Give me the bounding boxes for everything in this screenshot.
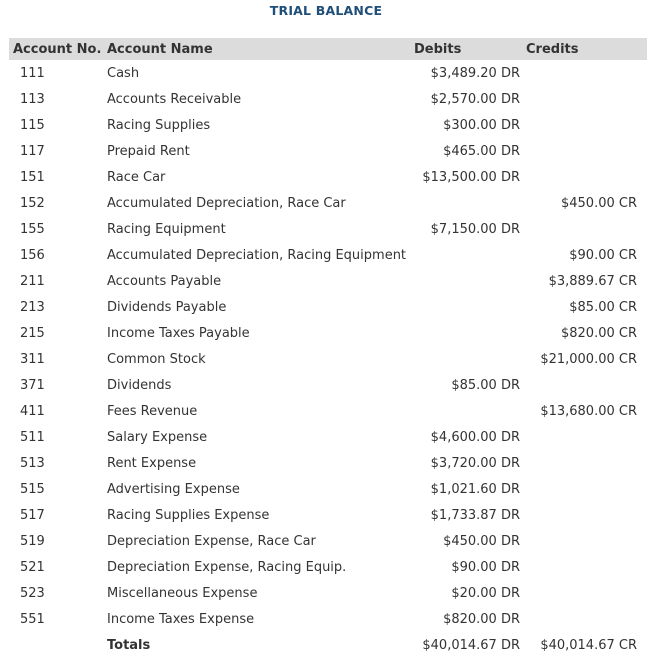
table-row: [9, 138, 647, 164]
debit-cell: [414, 268, 526, 294]
credit-cell: $820.00 CR: [560, 325, 637, 341]
account-no-cell: 156: [20, 247, 45, 263]
account-name-cell: Depreciation Expense, Race Car: [107, 533, 316, 549]
account-name-cell: Dividends: [107, 377, 172, 393]
account-no-cell: 213: [20, 299, 45, 315]
credit-cell: [526, 606, 647, 632]
account-name-cell: Income Taxes Payable: [107, 325, 250, 341]
credit-cell: [526, 528, 647, 554]
account-name-cell: Accounts Receivable: [107, 91, 242, 107]
totals-account-no: [9, 632, 107, 658]
table-row: [9, 398, 647, 424]
debit-cell: [414, 242, 526, 268]
debit-cell: $3,720.00 DR: [430, 455, 520, 471]
account-name-cell: Depreciation Expense, Racing Equip.: [107, 559, 347, 575]
account-no-cell: 311: [20, 351, 45, 367]
table-row: [9, 450, 647, 476]
table-row: [9, 320, 647, 346]
table-row: [9, 580, 647, 606]
credit-cell: $85.00 CR: [569, 299, 637, 315]
account-no-cell: 523: [20, 585, 45, 601]
debit-cell: $2,570.00 DR: [430, 91, 520, 107]
account-no-cell: 113: [20, 91, 45, 107]
table-row: [9, 294, 647, 320]
debit-cell: $450.00 DR: [443, 533, 520, 549]
account-name-cell: Rent Expense: [107, 455, 197, 471]
debit-cell: [414, 320, 526, 346]
debit-cell: $20.00 DR: [451, 585, 520, 601]
credit-cell: $3,889.67 CR: [548, 273, 637, 289]
account-no-cell: 519: [20, 533, 45, 549]
account-name-cell: Income Taxes Expense: [107, 611, 255, 627]
table-row: [9, 476, 647, 502]
credit-cell: [526, 86, 647, 112]
account-no-cell: 511: [20, 429, 45, 445]
account-no-cell: 515: [20, 481, 45, 497]
table-row: [9, 164, 647, 190]
account-no-cell: 551: [20, 611, 45, 627]
account-name-cell: Cash: [107, 65, 140, 81]
credit-cell: [526, 372, 647, 398]
account-name-cell: Racing Equipment: [107, 221, 226, 237]
table-row: [9, 372, 647, 398]
account-name-cell: Accounts Payable: [107, 273, 222, 289]
account-name-cell: Common Stock: [107, 351, 206, 367]
debit-cell: [414, 398, 526, 424]
account-no-cell: 211: [20, 273, 45, 289]
table-row: [9, 112, 647, 138]
table-body: [9, 60, 647, 632]
debit-cell: $1,021.60 DR: [430, 481, 520, 497]
account-name-cell: Racing Supplies: [107, 117, 211, 133]
account-no-cell: 152: [20, 195, 45, 211]
totals-debit: $40,014.67 DR: [422, 637, 520, 653]
account-no-cell: 151: [20, 169, 45, 185]
credit-cell: [526, 138, 647, 164]
account-name-cell: Fees Revenue: [107, 403, 198, 419]
credit-cell: [526, 554, 647, 580]
table-row: [9, 190, 647, 216]
account-name-cell: Accumulated Depreciation, Race Car: [107, 195, 346, 211]
debit-cell: $13,500.00 DR: [422, 169, 520, 185]
page-title: TRIAL BALANCE: [269, 3, 383, 18]
debit-cell: $300.00 DR: [443, 117, 520, 133]
account-name-cell: Prepaid Rent: [107, 143, 190, 159]
header-debits: Debits: [414, 41, 462, 57]
credit-cell: [526, 60, 647, 86]
credit-cell: [526, 476, 647, 502]
table-header-row: [9, 38, 647, 60]
credit-cell: [526, 112, 647, 138]
table-row: [9, 554, 647, 580]
credit-cell: [526, 580, 647, 606]
table-row: [9, 424, 647, 450]
table-row: [9, 60, 647, 86]
header-credits: Credits: [526, 41, 579, 57]
credit-cell: [526, 424, 647, 450]
credit-cell: [526, 450, 647, 476]
table-row: [9, 346, 647, 372]
header-account-name: Account Name: [107, 41, 213, 57]
totals-credit: $40,014.67 CR: [540, 637, 637, 653]
table-row: [9, 86, 647, 112]
account-no-cell: 115: [20, 117, 45, 133]
credit-cell: $90.00 CR: [569, 247, 637, 263]
header-account-no: Account No.: [13, 41, 102, 57]
account-name-cell: Racing Supplies Expense: [107, 507, 270, 523]
table-row: [9, 268, 647, 294]
account-name-cell: Salary Expense: [107, 429, 208, 445]
account-no-cell: 117: [20, 143, 45, 159]
account-no-cell: 371: [20, 377, 45, 393]
account-no-cell: 521: [20, 559, 45, 575]
debit-cell: [414, 346, 526, 372]
credit-cell: $450.00 CR: [560, 195, 637, 211]
debit-cell: $465.00 DR: [443, 143, 520, 159]
account-name-cell: Race Car: [107, 169, 166, 185]
table-row: [9, 502, 647, 528]
account-name-cell: Advertising Expense: [107, 481, 240, 497]
debit-cell: $4,600.00 DR: [430, 429, 520, 445]
debit-cell: $820.00 DR: [443, 611, 520, 627]
debit-cell: $7,150.00 DR: [430, 221, 520, 237]
totals-label: Totals: [107, 637, 151, 653]
account-no-cell: 111: [20, 65, 45, 81]
trial-balance-table: [9, 38, 647, 658]
account-no-cell: 155: [20, 221, 45, 237]
debit-cell: $90.00 DR: [451, 559, 520, 575]
account-no-cell: 513: [20, 455, 45, 471]
credit-cell: $21,000.00 CR: [540, 351, 637, 367]
credit-cell: [526, 502, 647, 528]
account-no-cell: 517: [20, 507, 45, 523]
debit-cell: [414, 190, 526, 216]
credit-cell: $13,680.00 CR: [540, 403, 637, 419]
account-name-cell: Accumulated Depreciation, Racing Equipment: [107, 247, 407, 263]
table-row: [9, 242, 647, 268]
table-row: [9, 528, 647, 554]
debit-cell: [414, 294, 526, 320]
debit-cell: $1,733.87 DR: [430, 507, 520, 523]
credit-cell: [526, 164, 647, 190]
account-name-cell: Dividends Payable: [107, 299, 227, 315]
table-row: [9, 216, 647, 242]
debit-cell: $3,489.20 DR: [430, 65, 520, 81]
account-no-cell: 411: [20, 403, 45, 419]
account-name-cell: Miscellaneous Expense: [107, 585, 258, 601]
debit-cell: $85.00 DR: [451, 377, 520, 393]
credit-cell: [526, 216, 647, 242]
account-no-cell: 215: [20, 325, 45, 341]
table-row: [9, 606, 647, 632]
totals-row: [9, 632, 647, 658]
